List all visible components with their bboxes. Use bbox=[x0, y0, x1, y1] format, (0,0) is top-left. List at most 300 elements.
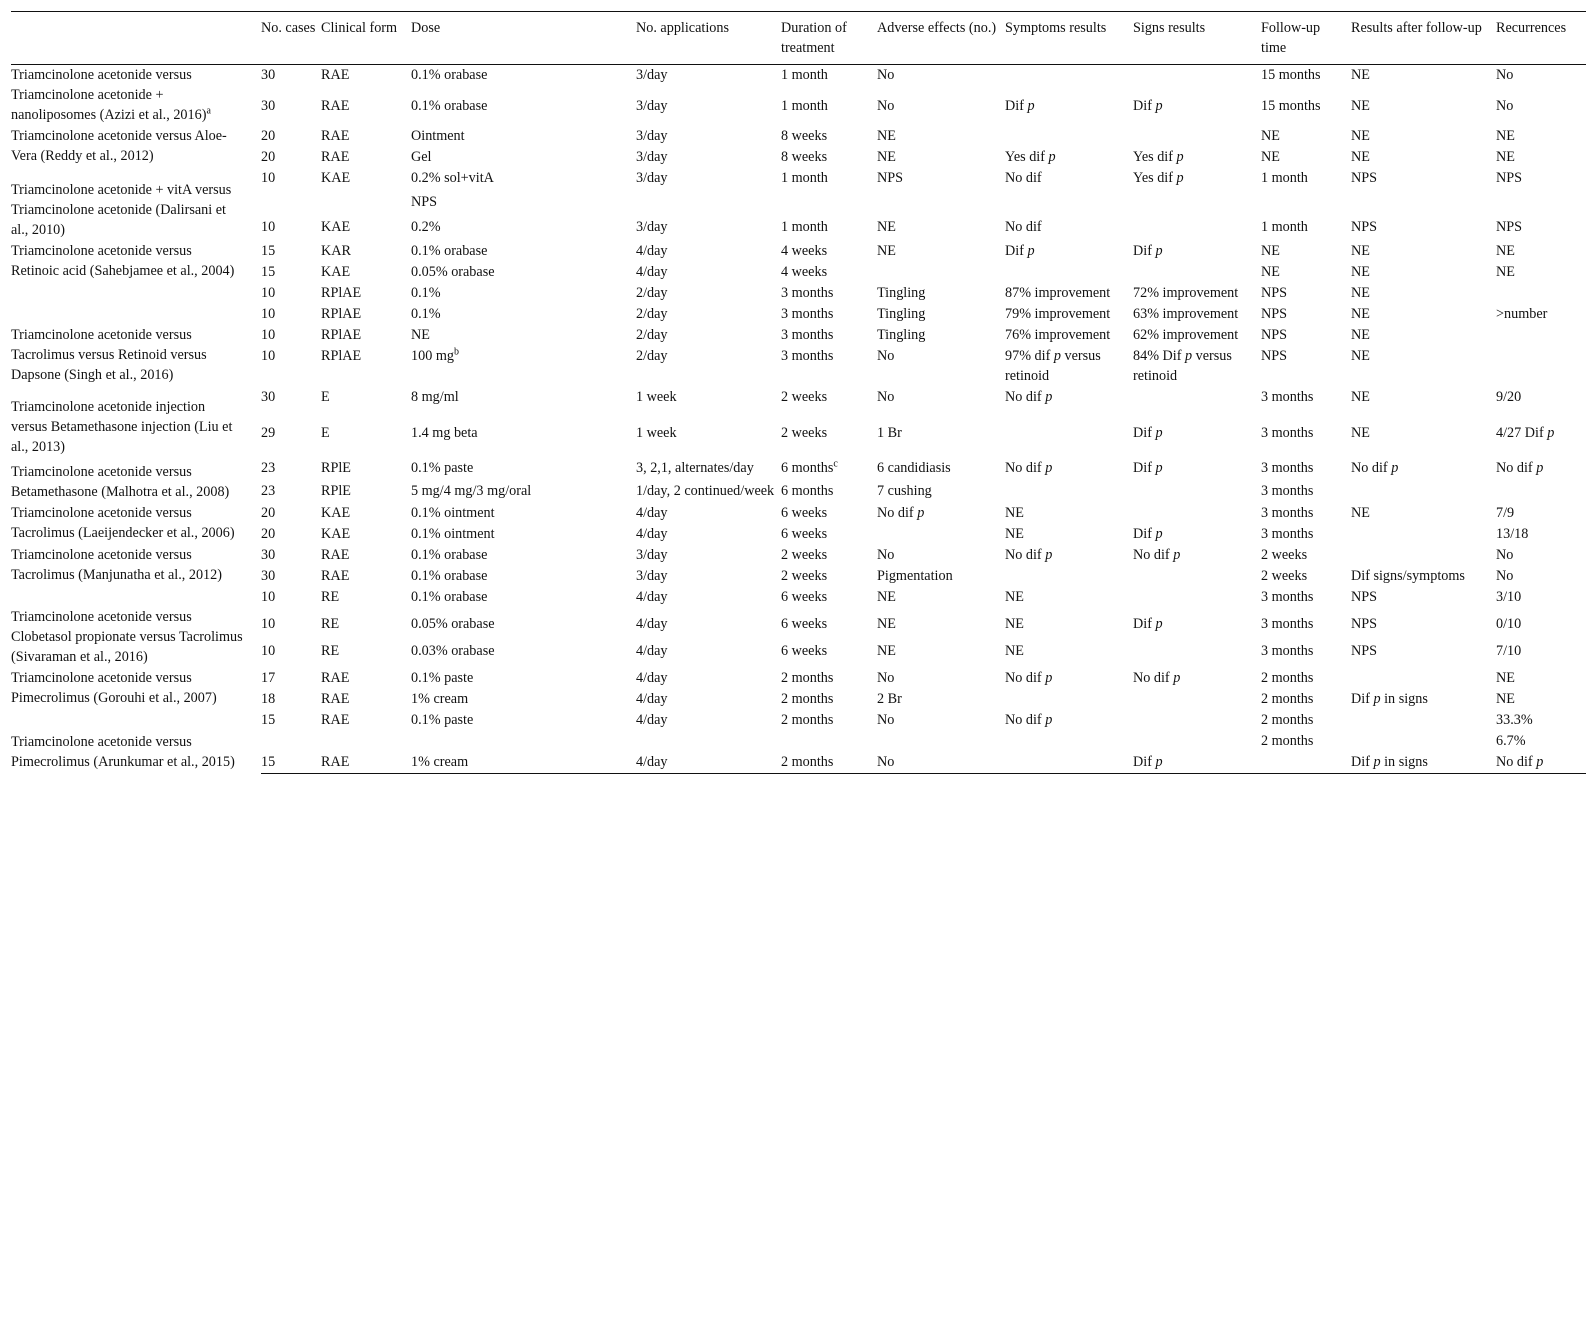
dose-cell bbox=[411, 710, 636, 731]
no-cases-cell bbox=[261, 262, 321, 283]
clinical-form-cell bbox=[321, 587, 411, 614]
follow-up-time-value: 3 months bbox=[1261, 389, 1314, 405]
symptoms-results-cell bbox=[1005, 147, 1133, 168]
dose-cell bbox=[411, 147, 636, 168]
no-applications-value: 4/day bbox=[636, 264, 668, 280]
table-row bbox=[11, 65, 1586, 96]
dose-value: 0.1% bbox=[411, 306, 441, 322]
clinical-form-value: RE bbox=[321, 616, 340, 632]
no-applications-cell bbox=[636, 241, 781, 262]
signs-results-value: 63% improvement bbox=[1133, 306, 1239, 322]
follow-up-time-value: 3 months bbox=[1261, 526, 1314, 542]
duration-cell bbox=[781, 126, 877, 147]
symptoms-results-cell bbox=[1005, 168, 1133, 192]
clinical-form-cell bbox=[321, 168, 411, 192]
follow-up-time-cell bbox=[1261, 641, 1351, 668]
follow-up-time-cell bbox=[1261, 710, 1351, 731]
no-cases-value: 20 bbox=[261, 505, 276, 521]
dose-cell bbox=[411, 668, 636, 689]
recurrences-cell bbox=[1496, 192, 1586, 216]
duration-value: 3 months bbox=[781, 327, 834, 343]
dose-value: 0.1% orabase bbox=[411, 243, 488, 259]
results-after-follow-up-cell bbox=[1351, 710, 1496, 731]
clinical-form-cell bbox=[321, 545, 411, 566]
recurrences-value: 4/27 Dif bbox=[1496, 424, 1544, 441]
recurrences-cell bbox=[1496, 689, 1586, 710]
results-after-follow-up-suffix: in signs bbox=[1384, 691, 1428, 707]
results-after-follow-up-value: NE bbox=[1351, 67, 1370, 83]
results-after-follow-up-cell bbox=[1351, 614, 1496, 641]
symptoms-results-cell bbox=[1005, 283, 1133, 304]
results-after-follow-up-cell bbox=[1351, 325, 1496, 346]
no-applications-cell bbox=[636, 731, 781, 752]
no-applications-cell bbox=[636, 524, 781, 545]
adverse-effects-value: No bbox=[877, 348, 895, 364]
recurrences-cell bbox=[1496, 346, 1586, 387]
recurrences-value: No bbox=[1496, 547, 1514, 563]
symptoms-results-cell bbox=[1005, 241, 1133, 262]
study-label: Triamcinolone acetonide versus Tacrolimus versus Retinoid versus Dapsone (Singh et al., 2016) bbox=[11, 327, 207, 383]
no-applications-value: 3/day bbox=[636, 67, 668, 83]
dose-cell bbox=[411, 168, 636, 192]
dose-cell bbox=[411, 346, 636, 387]
no-applications-cell bbox=[636, 689, 781, 710]
adverse-effects-value: 6 candidiasis bbox=[877, 460, 951, 476]
clinical-form-cell bbox=[321, 668, 411, 689]
no-applications-value: 2/day bbox=[636, 327, 668, 343]
header-study bbox=[11, 12, 261, 65]
signs-results-cell bbox=[1133, 217, 1261, 241]
dose-value: 0.1% ointment bbox=[411, 505, 495, 521]
clinical-form-cell bbox=[321, 126, 411, 147]
clinical-form-cell bbox=[321, 283, 411, 304]
follow-up-time-value: NPS bbox=[1261, 348, 1288, 364]
no-cases-value: 20 bbox=[261, 128, 276, 144]
clinical-form-cell bbox=[321, 325, 411, 346]
header-no-applications: No. applications bbox=[636, 12, 781, 65]
recurrences-value: >number bbox=[1496, 306, 1548, 322]
follow-up-time-cell bbox=[1261, 731, 1351, 752]
adverse-effects-value: 7 cushing bbox=[877, 482, 932, 499]
signs-results-cell bbox=[1133, 325, 1261, 346]
no-applications-value: 3/day bbox=[636, 568, 668, 584]
results-after-follow-up-value: NE bbox=[1351, 389, 1370, 405]
duration-cell bbox=[781, 731, 877, 752]
follow-up-time-cell bbox=[1261, 481, 1351, 504]
recurrences-value: No bbox=[1496, 568, 1514, 584]
no-applications-value: 2/day bbox=[636, 306, 668, 322]
clinical-form-cell bbox=[321, 217, 411, 241]
clinical-form-value: RAE bbox=[321, 691, 350, 707]
no-applications-value: 1/day, 2 continued/week bbox=[636, 482, 775, 499]
adverse-effects-cell bbox=[877, 241, 1005, 262]
follow-up-time-value: 1 month bbox=[1261, 218, 1308, 235]
recurrences-cell bbox=[1496, 752, 1586, 774]
duration-value: 6 months bbox=[781, 460, 834, 476]
study-cell bbox=[11, 65, 261, 127]
recurrences-cell bbox=[1496, 710, 1586, 731]
adverse-effects-cell bbox=[877, 96, 1005, 126]
no-applications-cell bbox=[636, 325, 781, 346]
signs-results-cell bbox=[1133, 566, 1261, 587]
p-value-symbol: p bbox=[1027, 97, 1035, 114]
study-cell bbox=[11, 710, 261, 774]
follow-up-time-value: NE bbox=[1261, 149, 1280, 165]
header-signs-results: Signs results bbox=[1133, 12, 1261, 65]
recurrences-cell bbox=[1496, 65, 1586, 96]
follow-up-time-value: 2 months bbox=[1261, 733, 1314, 749]
adverse-effects-cell bbox=[877, 346, 1005, 387]
no-cases-cell bbox=[261, 481, 321, 504]
no-applications-cell bbox=[636, 262, 781, 283]
p-value-symbol: p bbox=[1053, 348, 1061, 364]
follow-up-time-value: 15 months bbox=[1261, 67, 1321, 83]
recurrences-cell bbox=[1496, 217, 1586, 241]
no-cases-cell bbox=[261, 96, 321, 126]
follow-up-time-value: 3 months bbox=[1261, 482, 1314, 499]
p-value-symbol: p bbox=[1547, 424, 1555, 441]
header-dose: Dose bbox=[411, 12, 636, 65]
symptoms-results-cell bbox=[1005, 614, 1133, 641]
duration-value: 1 month bbox=[781, 67, 828, 83]
follow-up-time-value: 3 months bbox=[1261, 616, 1314, 632]
study-label: Triamcinolone acetonide versus Clobetasol propionate versus Tacrolimus (Sivaraman et al., 2016) bbox=[11, 609, 243, 665]
duration-cell bbox=[781, 96, 877, 126]
clinical-form-value: E bbox=[321, 424, 330, 441]
recurrences-cell bbox=[1496, 325, 1586, 346]
follow-up-time-cell bbox=[1261, 524, 1351, 545]
symptoms-results-cell bbox=[1005, 503, 1133, 524]
no-cases-value: 15 bbox=[261, 264, 276, 280]
dose-value: 0.1% orabase bbox=[411, 547, 488, 563]
clinical-form-cell bbox=[321, 304, 411, 325]
study-cell bbox=[11, 668, 261, 710]
dose-value: 1% cream bbox=[411, 754, 469, 770]
results-after-follow-up-cell bbox=[1351, 545, 1496, 566]
no-applications-cell bbox=[636, 217, 781, 241]
adverse-effects-cell bbox=[877, 689, 1005, 710]
recurrences-value: 6.7% bbox=[1496, 733, 1526, 749]
clinical-form-value: RAE bbox=[321, 97, 350, 114]
clinical-form-value: RAE bbox=[321, 754, 350, 770]
no-cases-value: 30 bbox=[261, 547, 276, 563]
p-value-symbol: p bbox=[1173, 670, 1181, 686]
results-after-follow-up-value: NPS bbox=[1351, 589, 1378, 605]
duration-cell bbox=[781, 192, 877, 216]
duration-value: 2 weeks bbox=[781, 547, 828, 563]
clinical-form-value: KAE bbox=[321, 526, 351, 542]
duration-cell bbox=[781, 752, 877, 774]
clinical-form-cell bbox=[321, 192, 411, 216]
header-results-after-follow-up: Results after follow-up bbox=[1351, 12, 1496, 65]
adverse-effects-cell bbox=[877, 304, 1005, 325]
duration-cell bbox=[781, 458, 877, 481]
follow-up-time-value: 2 months bbox=[1261, 691, 1314, 707]
signs-results-value: No dif bbox=[1133, 547, 1170, 563]
duration-value: 2 months bbox=[781, 712, 834, 728]
duration-cell bbox=[781, 481, 877, 504]
no-cases-cell bbox=[261, 304, 321, 325]
dose-cell bbox=[411, 241, 636, 262]
recurrences-cell bbox=[1496, 126, 1586, 147]
clinical-form-cell bbox=[321, 147, 411, 168]
results-after-follow-up-cell bbox=[1351, 262, 1496, 283]
dose-cell bbox=[411, 192, 636, 216]
study-label: Triamcinolone acetonide versus Betamethasone (Malhotra et al., 2008) bbox=[11, 464, 230, 500]
results-after-follow-up-cell bbox=[1351, 147, 1496, 168]
footnote-marker: b bbox=[453, 346, 459, 358]
duration-value: 1 month bbox=[781, 97, 828, 114]
follow-up-time-cell bbox=[1261, 458, 1351, 481]
recurrences-cell bbox=[1496, 503, 1586, 524]
follow-up-time-cell bbox=[1261, 96, 1351, 126]
follow-up-time-value: NE bbox=[1261, 243, 1280, 259]
follow-up-time-value: 2 weeks bbox=[1261, 547, 1308, 563]
adverse-effects-cell bbox=[877, 614, 1005, 641]
clinical-form-cell bbox=[321, 752, 411, 774]
header-symptoms-results: Symptoms results bbox=[1005, 12, 1133, 65]
follow-up-time-value: 3 months bbox=[1261, 424, 1314, 441]
signs-results-cell bbox=[1133, 346, 1261, 387]
dose-cell bbox=[411, 96, 636, 126]
duration-value: 4 weeks bbox=[781, 264, 828, 280]
dose-value: 8 mg/ml bbox=[411, 389, 459, 405]
symptoms-results-suffix: versus retinoid bbox=[1005, 348, 1101, 384]
recurrences-value: NE bbox=[1496, 128, 1515, 144]
clinical-form-value: RAE bbox=[321, 670, 350, 686]
no-applications-value: 2/day bbox=[636, 285, 668, 301]
signs-results-value: Dif bbox=[1133, 460, 1152, 476]
adverse-effects-value: NE bbox=[877, 589, 896, 605]
duration-value: 6 weeks bbox=[781, 643, 828, 659]
no-cases-value: 30 bbox=[261, 97, 276, 114]
follow-up-time-value: 2 weeks bbox=[1261, 568, 1308, 584]
no-applications-value: 4/day bbox=[636, 526, 668, 542]
header-row bbox=[11, 12, 1586, 65]
clinical-form-cell bbox=[321, 524, 411, 545]
duration-cell bbox=[781, 545, 877, 566]
duration-value: 4 weeks bbox=[781, 243, 828, 259]
no-applications-cell bbox=[636, 587, 781, 614]
clinical-form-cell bbox=[321, 614, 411, 641]
clinical-form-value: RAE bbox=[321, 712, 350, 728]
recurrences-value: No dif bbox=[1496, 460, 1533, 476]
follow-up-time-cell bbox=[1261, 545, 1351, 566]
p-value-symbol: p bbox=[1176, 149, 1184, 165]
symptoms-results-value: No dif bbox=[1005, 389, 1042, 405]
signs-results-cell bbox=[1133, 503, 1261, 524]
no-applications-cell bbox=[636, 614, 781, 641]
recurrences-cell bbox=[1496, 283, 1586, 304]
no-applications-value: 4/day bbox=[636, 243, 668, 259]
duration-value: 2 weeks bbox=[781, 389, 828, 405]
symptoms-results-cell bbox=[1005, 587, 1133, 614]
no-cases-cell bbox=[261, 423, 321, 459]
follow-up-time-cell bbox=[1261, 689, 1351, 710]
no-cases-cell bbox=[261, 587, 321, 614]
table-row bbox=[11, 283, 1586, 304]
no-cases-cell bbox=[261, 566, 321, 587]
follow-up-time-cell bbox=[1261, 387, 1351, 423]
p-value-symbol: p bbox=[917, 505, 925, 521]
results-after-follow-up-cell bbox=[1351, 458, 1496, 481]
recurrences-cell bbox=[1496, 147, 1586, 168]
symptoms-results-cell bbox=[1005, 752, 1133, 774]
adverse-effects-value: No bbox=[877, 97, 895, 114]
signs-results-cell bbox=[1133, 689, 1261, 710]
p-value-symbol: p bbox=[1155, 460, 1163, 476]
results-after-follow-up-value: NE bbox=[1351, 505, 1370, 521]
clinical-form-value: RPlAE bbox=[321, 306, 362, 322]
signs-results-cell bbox=[1133, 147, 1261, 168]
dose-value: 0.1% orabase bbox=[411, 589, 488, 605]
no-applications-value: 4/day bbox=[636, 505, 668, 521]
recurrences-cell bbox=[1496, 304, 1586, 325]
dose-cell bbox=[411, 503, 636, 524]
symptoms-results-cell bbox=[1005, 387, 1133, 423]
no-cases-cell bbox=[261, 668, 321, 689]
results-after-follow-up-value: Dif bbox=[1351, 754, 1370, 770]
signs-results-cell bbox=[1133, 710, 1261, 731]
duration-value: 6 weeks bbox=[781, 526, 828, 542]
symptoms-results-cell bbox=[1005, 217, 1133, 241]
adverse-effects-cell bbox=[877, 387, 1005, 423]
table-row bbox=[11, 387, 1586, 423]
adverse-effects-cell bbox=[877, 566, 1005, 587]
recurrences-value: 7/9 bbox=[1496, 505, 1515, 521]
follow-up-time-value: 3 months bbox=[1261, 589, 1314, 605]
signs-results-cell bbox=[1133, 241, 1261, 262]
no-cases-cell bbox=[261, 147, 321, 168]
adverse-effects-cell bbox=[877, 641, 1005, 668]
adverse-effects-cell bbox=[877, 458, 1005, 481]
no-applications-value: 4/day bbox=[636, 691, 668, 707]
duration-value: 8 weeks bbox=[781, 149, 828, 165]
adverse-effects-value: NPS bbox=[877, 170, 904, 186]
symptoms-results-value: No dif bbox=[1005, 547, 1042, 563]
dose-value: 1.4 mg beta bbox=[411, 424, 478, 441]
study-label: Triamcinolone acetonide versus Pimecrolimus (Gorouhi et al., 2007) bbox=[11, 670, 217, 706]
duration-cell bbox=[781, 641, 877, 668]
no-cases-cell bbox=[261, 387, 321, 423]
results-after-follow-up-value: NPS bbox=[1351, 170, 1378, 186]
p-value-symbol: p bbox=[1536, 460, 1544, 476]
recurrences-cell bbox=[1496, 524, 1586, 545]
duration-value: 6 weeks bbox=[781, 505, 828, 521]
follow-up-time-value: 2 months bbox=[1261, 712, 1314, 728]
table-row bbox=[11, 168, 1586, 192]
no-applications-value: 4/day bbox=[636, 754, 668, 770]
follow-up-time-value: NE bbox=[1261, 128, 1280, 144]
clinical-form-cell bbox=[321, 566, 411, 587]
no-applications-cell bbox=[636, 283, 781, 304]
adverse-effects-cell bbox=[877, 423, 1005, 459]
recurrences-value: NE bbox=[1496, 670, 1515, 686]
follow-up-time-cell bbox=[1261, 668, 1351, 689]
adverse-effects-cell bbox=[877, 192, 1005, 216]
results-after-follow-up-cell bbox=[1351, 346, 1496, 387]
clinical-form-cell bbox=[321, 641, 411, 668]
signs-results-value: Dif bbox=[1133, 424, 1152, 441]
no-applications-cell bbox=[636, 641, 781, 668]
study-cell bbox=[11, 587, 261, 668]
no-cases-cell bbox=[261, 689, 321, 710]
duration-cell bbox=[781, 346, 877, 387]
duration-value: 2 weeks bbox=[781, 568, 828, 584]
no-cases-value: 10 bbox=[261, 348, 276, 364]
no-applications-cell bbox=[636, 566, 781, 587]
dose-cell bbox=[411, 283, 636, 304]
symptoms-results-value: No dif bbox=[1005, 170, 1042, 186]
no-applications-cell bbox=[636, 387, 781, 423]
symptoms-results-value: NE bbox=[1005, 589, 1024, 605]
recurrences-cell bbox=[1496, 262, 1586, 283]
symptoms-results-cell bbox=[1005, 346, 1133, 387]
no-cases-value: 18 bbox=[261, 691, 276, 707]
treatment-comparison-table bbox=[11, 11, 1586, 774]
clinical-form-cell bbox=[321, 689, 411, 710]
no-cases-value: 10 bbox=[261, 589, 276, 605]
clinical-form-value: RAE bbox=[321, 149, 350, 165]
no-cases-cell bbox=[261, 192, 321, 216]
no-applications-cell bbox=[636, 65, 781, 96]
follow-up-time-cell bbox=[1261, 147, 1351, 168]
symptoms-results-value: 76% improvement bbox=[1005, 327, 1111, 343]
results-after-follow-up-value: NE bbox=[1351, 306, 1370, 322]
no-cases-cell bbox=[261, 503, 321, 524]
no-applications-cell bbox=[636, 668, 781, 689]
adverse-effects-value: 2 Br bbox=[877, 691, 902, 707]
table-row bbox=[11, 126, 1586, 147]
results-after-follow-up-cell bbox=[1351, 241, 1496, 262]
no-cases-value: 10 bbox=[261, 306, 276, 322]
no-applications-cell bbox=[636, 481, 781, 504]
symptoms-results-cell bbox=[1005, 481, 1133, 504]
adverse-effects-value: Tingling bbox=[877, 285, 926, 301]
recurrences-value: 7/10 bbox=[1496, 643, 1522, 659]
table-row bbox=[11, 587, 1586, 614]
adverse-effects-value: Pigmentation bbox=[877, 568, 953, 584]
duration-value: 2 months bbox=[781, 754, 834, 770]
results-after-follow-up-cell bbox=[1351, 731, 1496, 752]
signs-results-value: 72% improvement bbox=[1133, 285, 1239, 301]
results-after-follow-up-cell bbox=[1351, 126, 1496, 147]
results-after-follow-up-cell bbox=[1351, 503, 1496, 524]
no-cases-value: 10 bbox=[261, 616, 276, 632]
adverse-effects-cell bbox=[877, 524, 1005, 545]
symptoms-results-cell bbox=[1005, 304, 1133, 325]
symptoms-results-value: 79% improvement bbox=[1005, 306, 1111, 322]
signs-results-cell bbox=[1133, 65, 1261, 96]
no-cases-value: 23 bbox=[261, 460, 276, 476]
p-value-symbol: p bbox=[1173, 547, 1181, 563]
dose-value: 0.2% bbox=[411, 218, 441, 235]
symptoms-results-cell bbox=[1005, 423, 1133, 459]
duration-cell bbox=[781, 423, 877, 459]
adverse-effects-cell bbox=[877, 168, 1005, 192]
no-cases-cell bbox=[261, 241, 321, 262]
study-cell bbox=[11, 387, 261, 458]
dose-cell bbox=[411, 262, 636, 283]
adverse-effects-cell bbox=[877, 126, 1005, 147]
clinical-form-cell bbox=[321, 710, 411, 731]
no-applications-cell bbox=[636, 168, 781, 192]
signs-results-value: Yes dif bbox=[1133, 149, 1173, 165]
results-after-follow-up-cell bbox=[1351, 304, 1496, 325]
dose-cell bbox=[411, 524, 636, 545]
symptoms-results-cell bbox=[1005, 689, 1133, 710]
results-after-follow-up-cell bbox=[1351, 96, 1496, 126]
